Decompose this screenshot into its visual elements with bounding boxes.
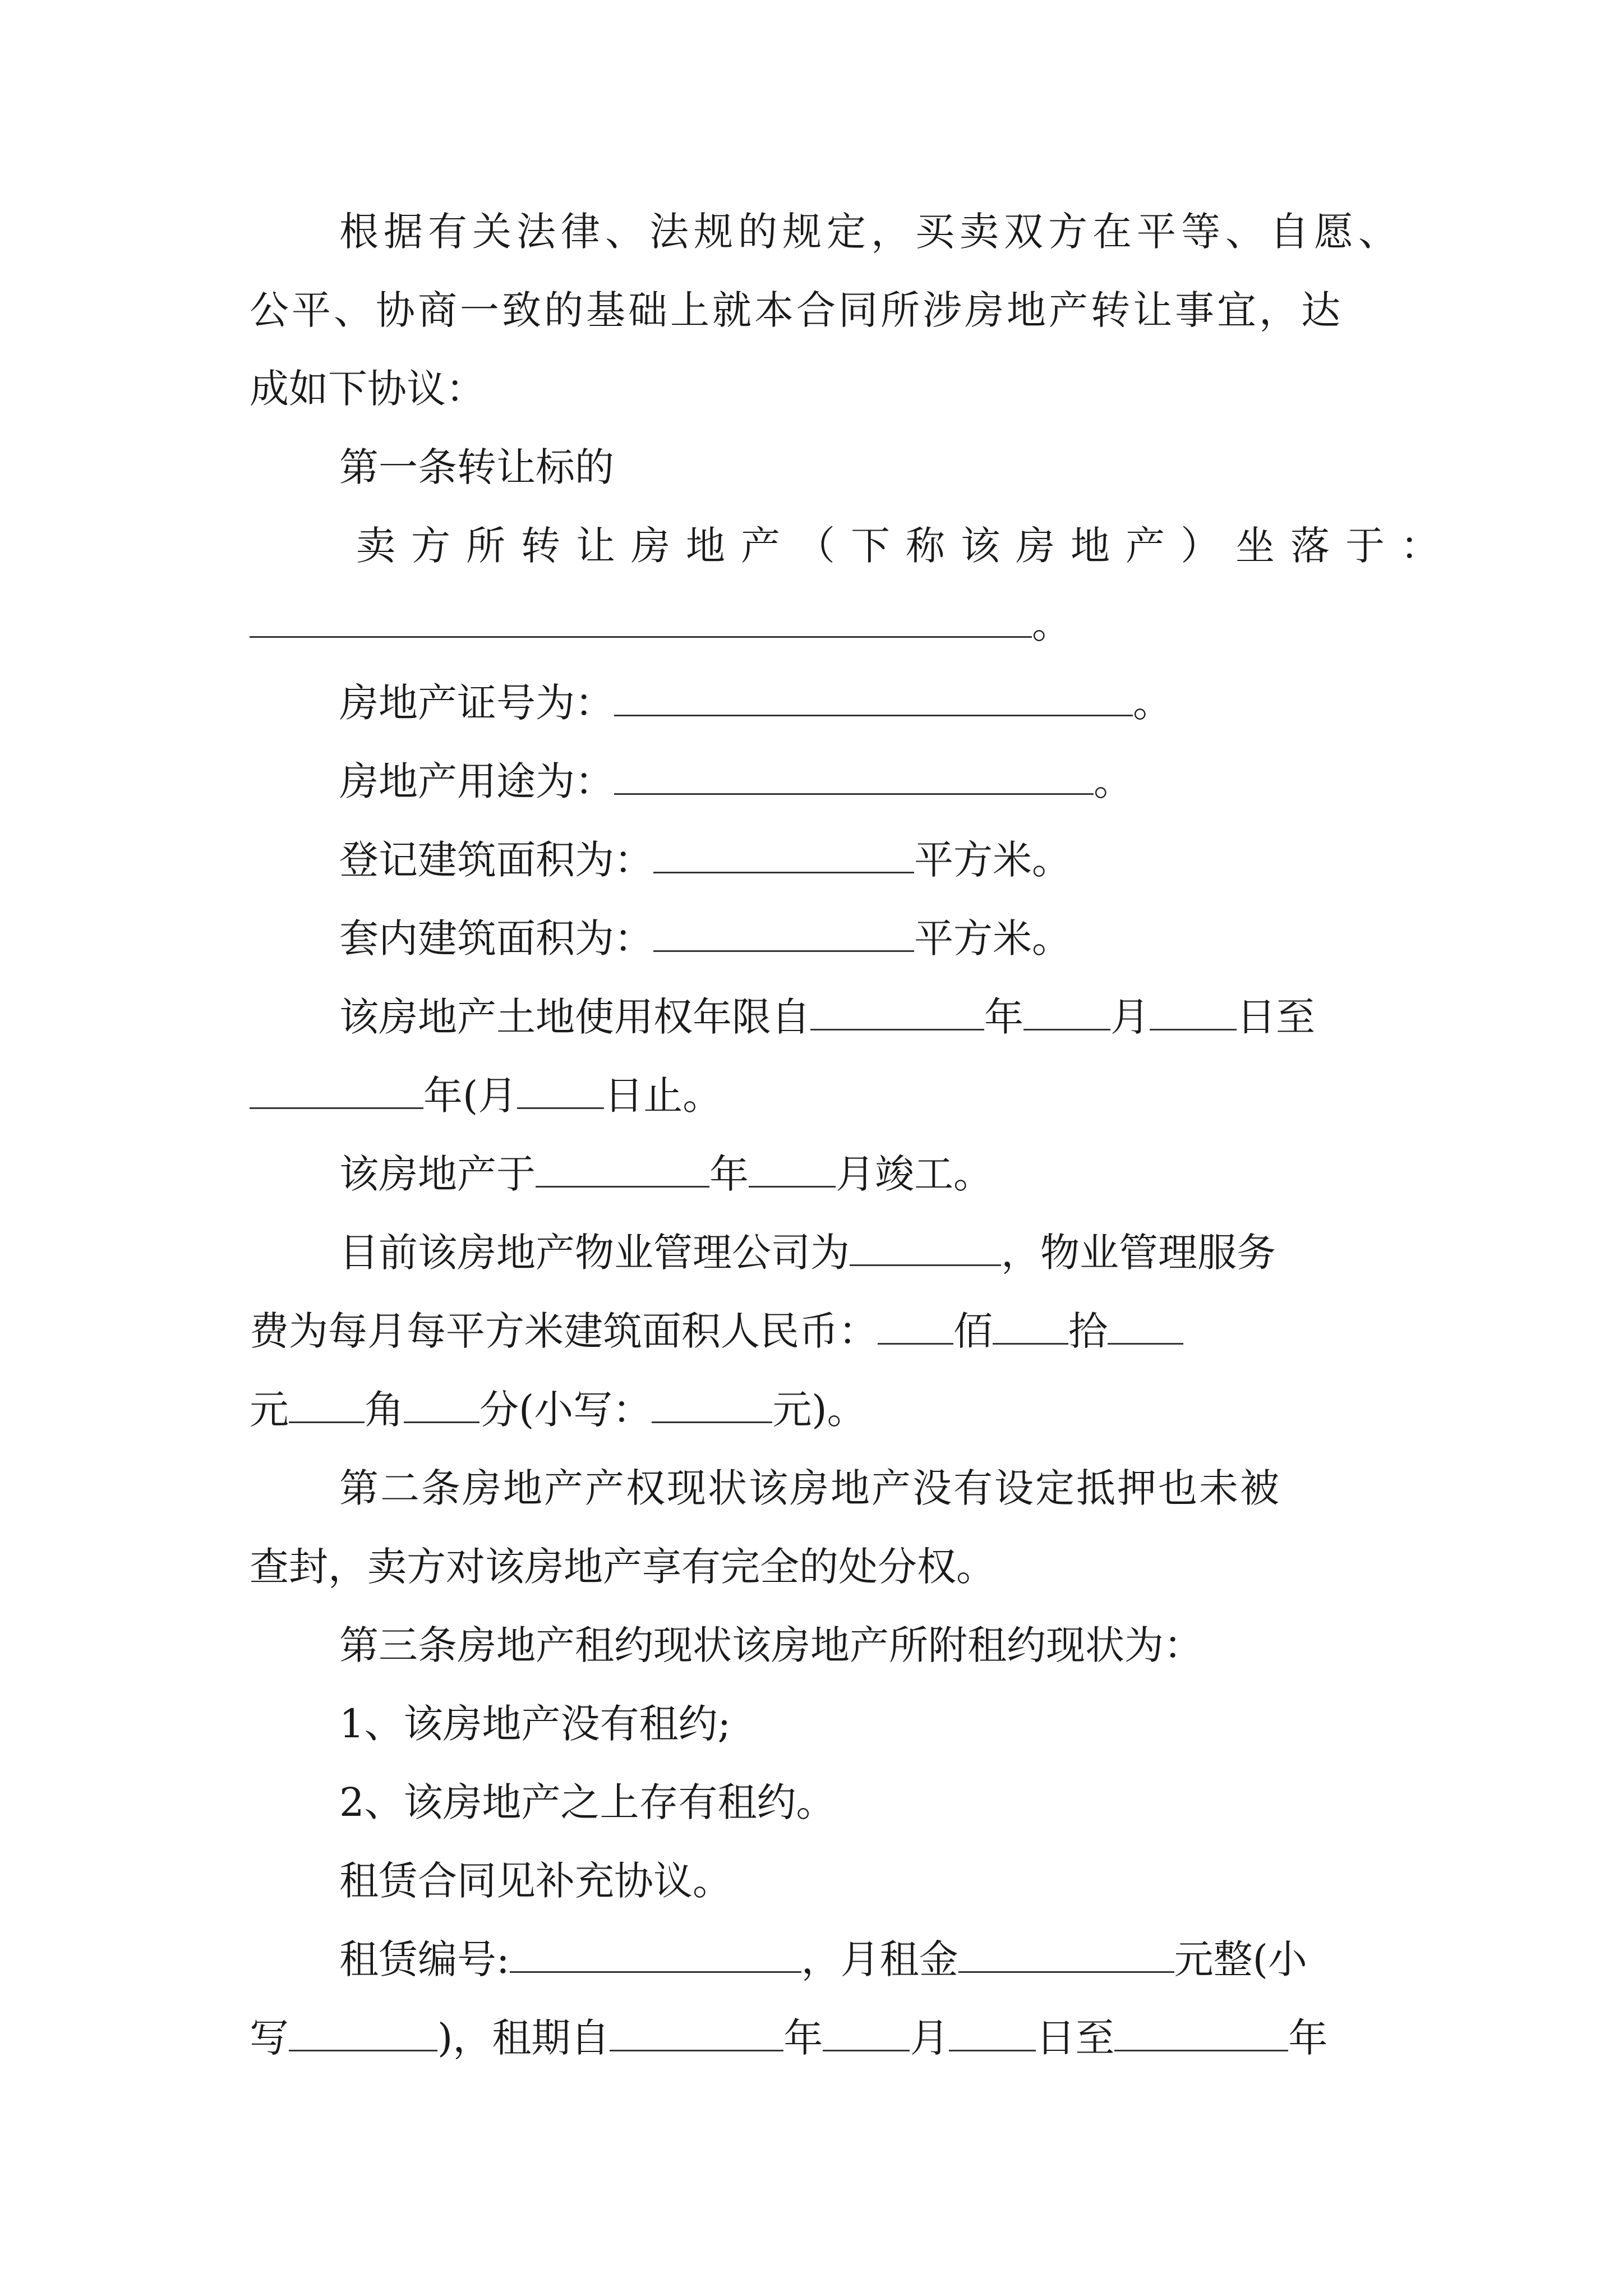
fill-in-blank: [1114, 2015, 1288, 2051]
article-2-line-2: 查封，卖方对该房地产享有完全的处分权。: [250, 1544, 995, 1590]
fill-in-blank: [610, 2015, 783, 2051]
fill-in-blank: [404, 1387, 479, 1423]
location-label: 卖方所转让房地产（下称该房地产）坐落于：: [356, 523, 1455, 569]
fill-in-blank: [878, 1308, 953, 1345]
property-management-line: 目前该房地产物业管理公司为 ，物业管理服务: [339, 1230, 1276, 1276]
fill-in-blank: [823, 2015, 910, 2051]
lease-contract-reference: 租赁合同见补充协议。: [339, 1858, 732, 1904]
fill-in-blank: [958, 1936, 1174, 1973]
usage-line: 房地产用途为： 。: [339, 758, 1133, 804]
usage-blank: [614, 758, 1094, 795]
land-use-term-line: 该房地产土地使用权年限自 年 月 日至: [339, 994, 1315, 1040]
fill-in-blank: [1108, 1308, 1183, 1345]
lease-option-1: 1、该房地产没有租约;: [339, 1701, 731, 1747]
registered-area-line: 登记建筑面积为： 平方米。: [339, 837, 1071, 883]
fill-in-blank: [749, 1151, 836, 1188]
lease-term-line: 写 )，租期自 年 月 日至 年: [250, 2015, 1328, 2061]
inner-area-line: 套内建筑面积为： 平方米。: [339, 915, 1071, 961]
article-2-line-1: 第二条房地产产权现状该房地产没有设定抵押也未被: [339, 1465, 1281, 1511]
intro-line-2: 公平、协商一致的基础上就本合同所涉房地产转让事宜，达: [250, 287, 1343, 333]
fill-in-blank: [850, 1230, 1001, 1266]
fill-in-blank: [289, 1387, 365, 1423]
cert-number-blank: [614, 680, 1133, 716]
fill-in-blank: [993, 1308, 1068, 1345]
registered-area-blank: [653, 837, 914, 873]
lease-option-2: 2、该房地产之上存有租约。: [339, 1779, 836, 1825]
completion-line: 该房地产于 年 月竣工。: [339, 1151, 993, 1197]
cert-number-line: 房地产证号为： 。: [339, 680, 1172, 726]
fill-in-blank: [1023, 994, 1110, 1030]
fill-in-blank: [289, 2015, 437, 2051]
location-line: 。: [250, 599, 1071, 650]
fill-in-blank: [949, 2015, 1036, 2051]
fill-in-blank: [250, 1073, 423, 1109]
land-use-term-end-line: 年(月 日止。: [250, 1070, 722, 1121]
fill-in-blank: [1150, 994, 1237, 1030]
fill-in-blank: [652, 1387, 772, 1423]
location-blank: [250, 601, 1032, 638]
management-fee-line: 费为每月每平方米建筑面积人民币： 佰 拾: [250, 1306, 1183, 1356]
fill-in-blank: [536, 1151, 709, 1188]
intro-line-1: 根据有关法律、法规的规定，买卖双方在平等、自愿、: [339, 209, 1403, 255]
article-1-heading: 第一条转让标的: [339, 444, 614, 490]
management-fee-line-2: 元 角 分(小写： 元)。: [250, 1387, 866, 1433]
fill-in-blank: [510, 1936, 801, 1973]
inner-area-blank: [653, 915, 914, 952]
fill-in-blank: [517, 1073, 604, 1109]
article-3-heading: 第三条房地产租约现状该房地产所附租约现状为：: [339, 1622, 1203, 1668]
fill-in-blank: [810, 994, 984, 1030]
lease-number-line: 租赁编号: ，月租金 元整(小: [339, 1936, 1307, 1982]
intro-line-3: 成如下协议：: [250, 366, 485, 412]
